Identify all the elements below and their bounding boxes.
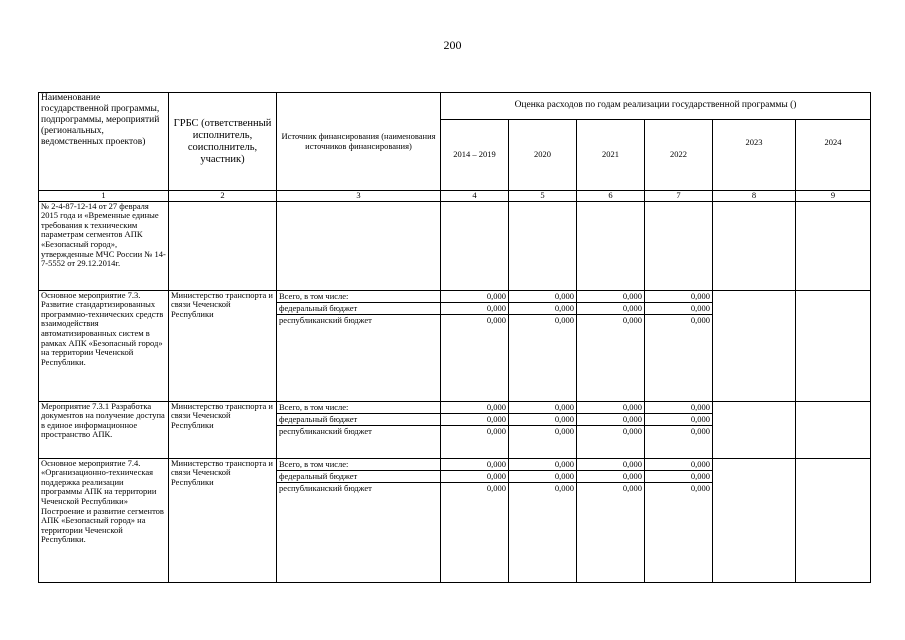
amount-value: 0,000 bbox=[577, 402, 644, 414]
row-name: Основное мероприятие 7.4. «Организационно-техническая поддержка реализации программы АПК на территории Чеченской Республики» Построение и развитие сегментов АПК «Безопасный город» на территории Чеченской Республики. bbox=[39, 458, 169, 582]
header-group: Оценка расходов по годам реализации государственной программы () bbox=[441, 93, 871, 120]
source-label: Всего, в том числе: bbox=[277, 291, 440, 303]
amount-value: 0,000 bbox=[577, 459, 644, 471]
amount-value: 0,000 bbox=[622, 482, 642, 493]
amount-value: 0,000 bbox=[645, 291, 712, 303]
row-grbs: Министерство транспорта и связи Чеченской Республики bbox=[169, 290, 277, 401]
budget-table bbox=[38, 92, 871, 583]
source-label: Всего, в том числе: bbox=[277, 402, 440, 414]
amount-value: 0,000 bbox=[622, 425, 642, 436]
amount-value: 0,000 bbox=[509, 291, 576, 303]
header-year: 2014 – 2019 bbox=[441, 120, 509, 191]
amount-value: 0,000 bbox=[441, 302, 508, 314]
amount-value: 0,000 bbox=[441, 402, 508, 414]
amount-value: 0,000 bbox=[486, 482, 506, 493]
amount-value: 0,000 bbox=[690, 482, 710, 493]
amount-value: 0,000 bbox=[690, 314, 710, 325]
row-name: № 2-4-87-12-14 от 27 февраля 2015 года и «Временные единые требования к техническим параметрам сегментов АПК «Безопасный город», утвержденные МЧС России № 14-7-5552 от 29.12.2014г. bbox=[39, 201, 169, 290]
amount-value: 0,000 bbox=[577, 291, 644, 303]
column-numbers-row bbox=[39, 191, 871, 202]
amount-value: 0,000 bbox=[645, 470, 712, 482]
column-number: 1 bbox=[39, 191, 169, 202]
header-year: 2024 bbox=[796, 120, 871, 191]
header-source: Источник финансирования (наименования источников финансирования) bbox=[277, 93, 441, 191]
amount-value: 0,000 bbox=[441, 413, 508, 425]
header-year: 2020 bbox=[509, 120, 577, 191]
source-label: федеральный бюджет bbox=[277, 470, 440, 482]
amount-value: 0,000 bbox=[509, 413, 576, 425]
amount-value: 0,000 bbox=[509, 402, 576, 414]
source-label: республиканский бюджет bbox=[279, 425, 372, 436]
source-label: республиканский бюджет bbox=[279, 314, 372, 325]
column-number: 3 bbox=[277, 191, 441, 202]
header-year: 2023 bbox=[713, 120, 796, 191]
source-label: республиканский бюджет bbox=[279, 482, 372, 493]
amount-value: 0,000 bbox=[645, 413, 712, 425]
column-number: 2 bbox=[169, 191, 277, 202]
source-label: Всего, в том числе: bbox=[277, 459, 440, 471]
amount-value: 0,000 bbox=[577, 413, 644, 425]
row-name: Основное мероприятие 7.3. Развитие стандартизированных программно-технических средств взаимодействия автоматизированных систем в рамках АПК «Безопасный город» на территории Чеченской Республики. bbox=[39, 290, 169, 401]
column-number: 8 bbox=[713, 191, 796, 202]
header-year: 2021 bbox=[577, 120, 645, 191]
row-grbs: Министерство транспорта и связи Чеченской Республики bbox=[169, 458, 277, 582]
row-name: Мероприятие 7.3.1 Разработка документов на получение доступа в единое информационное пространство АПК. bbox=[39, 401, 169, 458]
column-number: 6 bbox=[577, 191, 645, 202]
table-row bbox=[39, 201, 871, 290]
amount-value: 0,000 bbox=[509, 302, 576, 314]
amount-value: 0,000 bbox=[622, 314, 642, 325]
row-grbs: Министерство транспорта и связи Чеченской Республики bbox=[169, 401, 277, 458]
amount-value: 0,000 bbox=[486, 425, 506, 436]
header-year: 2022 bbox=[645, 120, 713, 191]
amount-value: 0,000 bbox=[441, 470, 508, 482]
amount-value: 0,000 bbox=[554, 425, 574, 436]
source-label: федеральный бюджет bbox=[277, 302, 440, 314]
table-row bbox=[39, 290, 871, 401]
column-number: 7 bbox=[645, 191, 713, 202]
amount-value: 0,000 bbox=[645, 459, 712, 471]
column-number: 4 bbox=[441, 191, 509, 202]
amount-value: 0,000 bbox=[645, 402, 712, 414]
amount-value: 0,000 bbox=[509, 470, 576, 482]
header-name: Наименование государственной программы, подпрограммы, мероприятий (региональных, ведомственных проектов) bbox=[39, 93, 169, 191]
column-number: 9 bbox=[796, 191, 871, 202]
amount-value: 0,000 bbox=[509, 459, 576, 471]
table-row bbox=[39, 401, 871, 458]
amount-value: 0,000 bbox=[554, 314, 574, 325]
amount-value: 0,000 bbox=[441, 291, 508, 303]
amount-value: 0,000 bbox=[645, 302, 712, 314]
amount-value: 0,000 bbox=[554, 482, 574, 493]
amount-value: 0,000 bbox=[486, 314, 506, 325]
amount-value: 0,000 bbox=[441, 459, 508, 471]
amount-value: 0,000 bbox=[577, 470, 644, 482]
table-row bbox=[39, 458, 871, 582]
column-number: 5 bbox=[509, 191, 577, 202]
amount-value: 0,000 bbox=[577, 302, 644, 314]
header-grbs: ГРБС (ответственный исполнитель, соисполнитель, участник) bbox=[169, 93, 277, 191]
amount-value: 0,000 bbox=[690, 425, 710, 436]
source-label: федеральный бюджет bbox=[277, 413, 440, 425]
page-number: 200 bbox=[443, 38, 462, 52]
